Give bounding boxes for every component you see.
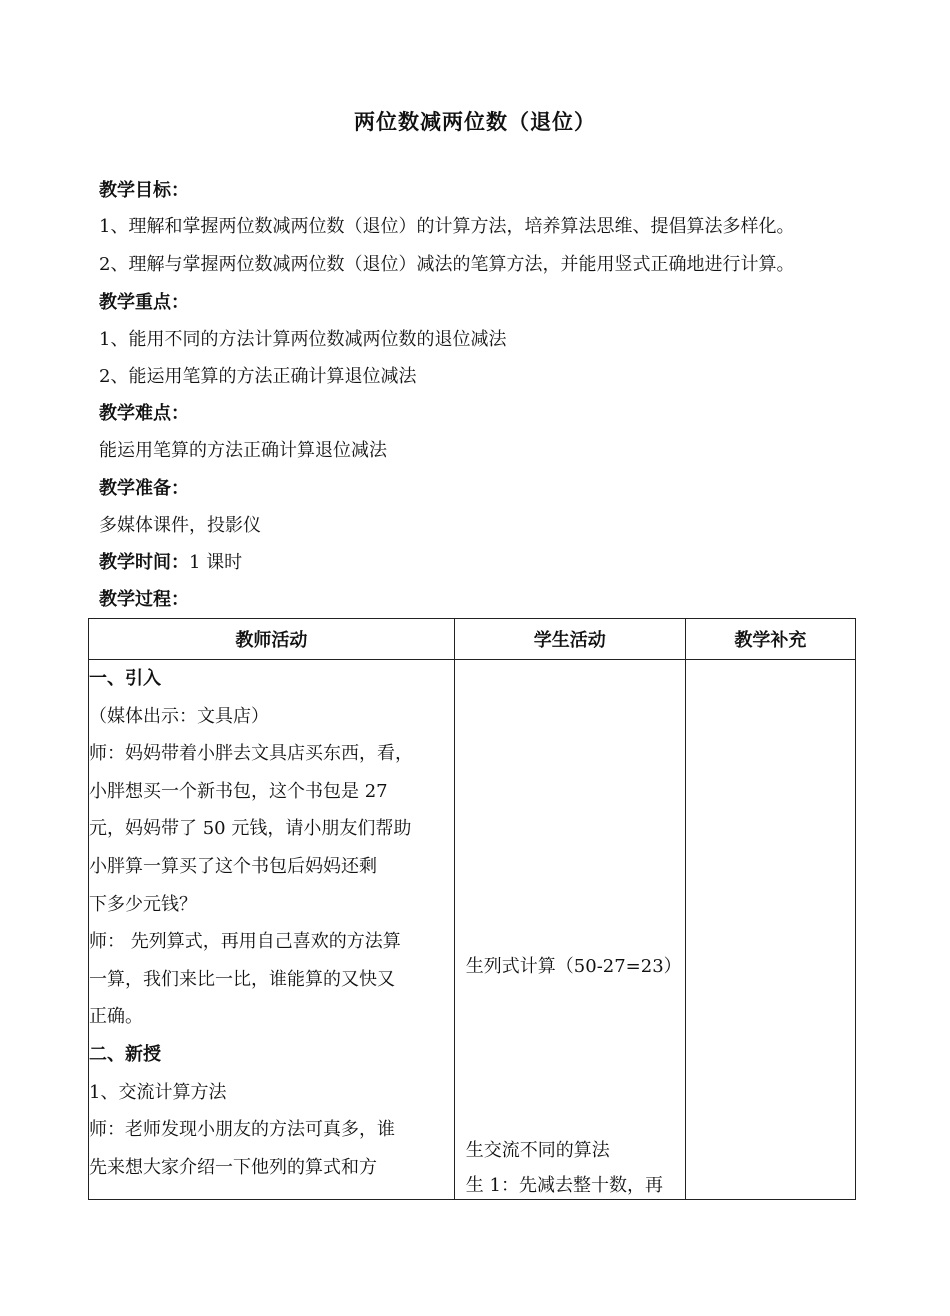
document-title: 两位数减两位数（退位） bbox=[354, 110, 596, 134]
supplement-cell bbox=[685, 660, 855, 1200]
objective-item: 2、理解与掌握两位数减两位数（退位）减法的笔算方法，并能用竖式正确地进行计算。 bbox=[99, 254, 795, 275]
objectives-heading: 教学目标： bbox=[99, 180, 189, 201]
process-heading: 教学过程： bbox=[99, 589, 189, 610]
teacher-line: 1、交流计算方法 bbox=[89, 1081, 227, 1103]
student-activity-cell bbox=[454, 660, 685, 1200]
time-value: 1 课时 bbox=[189, 552, 243, 573]
preparation-text: 多媒体课件，投影仪 bbox=[99, 515, 261, 536]
teacher-line: 正确。 bbox=[89, 1006, 143, 1028]
student-line: 生交流不同的算法 bbox=[465, 1140, 610, 1161]
section-heading: 二、新授 bbox=[89, 1043, 161, 1065]
header-supplement: 教学补充 bbox=[685, 619, 855, 660]
teacher-activity-cell bbox=[89, 660, 455, 1200]
teacher-line: 先来想大家介绍一下他列的算式和方 bbox=[89, 1156, 377, 1178]
student-line: 生列式计算（50-27=23） bbox=[465, 956, 682, 977]
table-row bbox=[89, 660, 856, 1200]
teacher-line: 元，妈妈带了 50 元钱，请小朋友们帮助 bbox=[89, 818, 412, 840]
difficulty-heading: 教学难点： bbox=[99, 403, 189, 424]
key-points-heading: 教学重点： bbox=[99, 292, 189, 313]
difficulty-text: 能运用笔算的方法正确计算退位减法 bbox=[99, 440, 387, 461]
teacher-line: 小胖想买一个新书包，这个书包是 27 bbox=[89, 780, 388, 802]
key-point-item: 2、能运用笔算的方法正确计算退位减法 bbox=[99, 366, 417, 387]
header-teacher-activity: 教师活动 bbox=[89, 619, 455, 660]
lesson-table bbox=[88, 618, 856, 1200]
table-header-row bbox=[89, 619, 856, 660]
objective-item: 1、理解和掌握两位数减两位数（退位）的计算方法，培养算法思维、提倡算法多样化。 bbox=[99, 216, 795, 237]
teacher-line: 一算，我们来比一比，谁能算的又快又 bbox=[89, 968, 395, 990]
section-heading: 一、引入 bbox=[89, 668, 161, 689]
teacher-line: 小胖算一算买了这个书包后妈妈还剩 bbox=[89, 855, 377, 877]
preparation-heading: 教学准备： bbox=[99, 478, 189, 499]
teacher-line: 师：妈妈带着小胖去文具店买东西，看， bbox=[89, 743, 413, 765]
time-row bbox=[99, 548, 242, 574]
student-line: 生 1：先减去整十数，再 bbox=[465, 1175, 663, 1196]
teacher-line: 师：老师发现小朋友的方法可真多，谁 bbox=[89, 1119, 395, 1141]
key-point-item: 1、能用不同的方法计算两位数减两位数的退位减法 bbox=[99, 329, 507, 350]
header-student-activity: 学生活动 bbox=[454, 619, 685, 660]
teacher-line: 下多少元钱？ bbox=[89, 893, 197, 915]
teacher-line: （媒体出示：文具店） bbox=[89, 705, 269, 727]
teacher-line: 师： 先列算式，再用自己喜欢的方法算 bbox=[89, 931, 401, 953]
time-heading: 教学时间： bbox=[99, 552, 189, 573]
